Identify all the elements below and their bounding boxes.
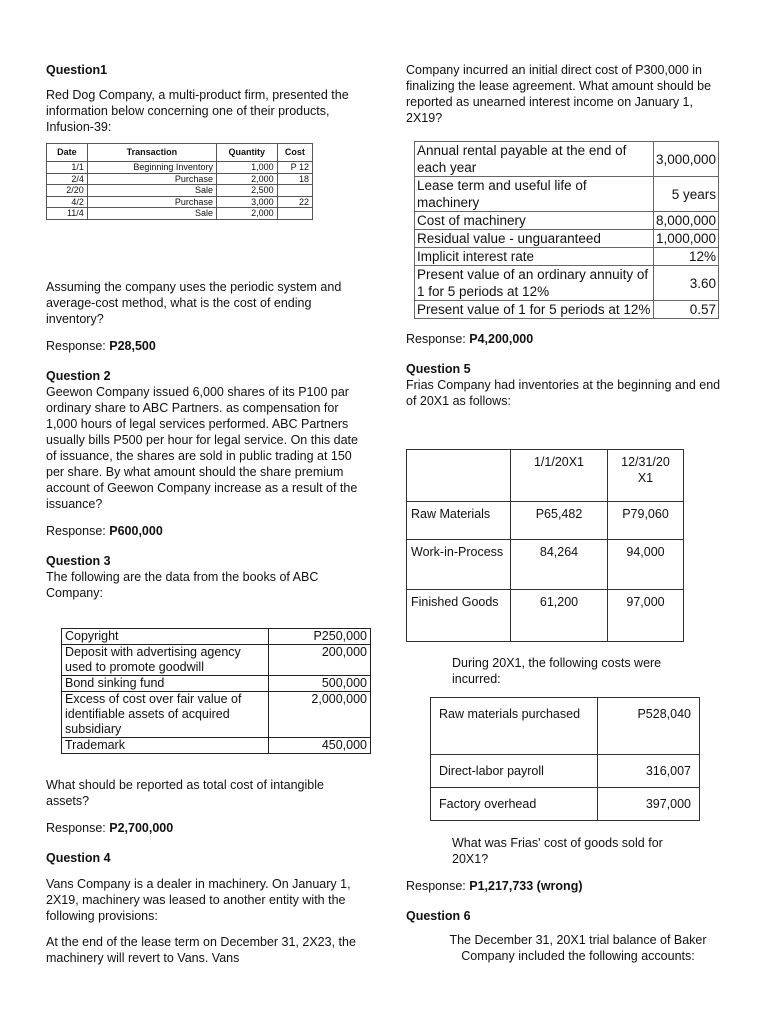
inv-cell: P 12 — [277, 162, 312, 174]
inv-cell: 3,000 — [216, 196, 277, 208]
inv-row — [47, 185, 313, 197]
question-6-text: The December 31, 20X1 trial balance of Baker Company included the following accounts: — [449, 933, 707, 963]
inv-row — [47, 162, 313, 174]
inv-cell — [277, 208, 312, 220]
question-5-question: What was Frias' cost of goods sold for 20X1? — [452, 836, 663, 866]
lease-value: 12% — [653, 248, 718, 266]
lease-value: 3,000,000 — [653, 142, 718, 177]
cost-label: Factory overhead — [431, 788, 598, 821]
frias-label: Work-in-Process — [407, 540, 511, 590]
lease-label: Implicit interest rate — [415, 248, 654, 266]
intang-value: 450,000 — [269, 738, 371, 754]
frias-row — [407, 590, 684, 642]
intang-label: Bond sinking fund — [62, 676, 269, 692]
inv-cell: 2,000 — [216, 173, 277, 185]
inv-cell: 22 — [277, 196, 312, 208]
intang-row — [62, 676, 371, 692]
frias-header-row — [407, 450, 684, 502]
frias-value: 61,200 — [511, 590, 608, 642]
question-4-text: Vans Company is a dealer in machinery. On January 1, 2X19, machinery was leased to another entity with the following provisions: — [46, 877, 351, 923]
question-5-response — [406, 878, 726, 894]
frias-header-begin: 1/1/20X1 — [511, 450, 608, 502]
lease-row — [415, 301, 719, 319]
inv-header-quantity: Quantity — [216, 144, 277, 162]
inv-cell: 2,500 — [216, 185, 277, 197]
inv-cell: 11/4 — [47, 208, 88, 220]
intang-value: 500,000 — [269, 676, 371, 692]
costs-table — [430, 697, 700, 821]
lease-label: Residual value - unguaranteed — [415, 230, 654, 248]
question-1-question: Assuming the company uses the periodic system and average-cost method, what is the cost of ending inventory? — [46, 280, 342, 326]
lease-label: Present value of 1 for 5 periods at 12% — [415, 301, 654, 319]
inv-header-cost: Cost — [277, 144, 312, 162]
question-4-continued: Company incurred an initial direct cost of P300,000 in finalizing the lease agreement. What amount should be reported as unearned interest income on January 1, 2X19? — [406, 63, 712, 125]
frias-header-blank — [407, 450, 511, 502]
response-label: Response: — [406, 332, 466, 346]
lease-row — [415, 230, 719, 248]
cost-row — [431, 755, 700, 788]
frias-value: 94,000 — [608, 540, 684, 590]
question-1-response — [46, 338, 366, 354]
lease-row — [415, 142, 719, 177]
lease-row — [415, 248, 719, 266]
question-4-response — [406, 331, 726, 347]
inv-cell: Purchase — [87, 173, 216, 185]
inv-cell: 2,000 — [216, 208, 277, 220]
lease-value: 8,000,000 — [653, 212, 718, 230]
cost-row — [431, 788, 700, 821]
frias-header-end: 12/31/20 X1 — [608, 450, 684, 502]
question-1-text: Red Dog Company, a multi-product firm, presented the information below concerning one of their products, Infusion-39: — [46, 88, 349, 134]
intang-row — [62, 645, 371, 676]
cost-value: P528,040 — [598, 698, 700, 755]
response-label: Response: — [46, 339, 106, 353]
lease-row — [415, 266, 719, 301]
frias-value: P65,482 — [511, 502, 608, 540]
question-2-response — [46, 523, 366, 539]
question-6-title: Question 6 — [406, 909, 471, 923]
lease-value: 3.60 — [653, 266, 718, 301]
inventory-table — [46, 143, 313, 220]
intang-row — [62, 692, 371, 738]
intang-value: 200,000 — [269, 645, 371, 676]
response-value: P28,500 — [109, 339, 156, 353]
lease-table — [414, 141, 719, 319]
frias-value: 84,264 — [511, 540, 608, 590]
lease-label: Lease term and useful life of machinery — [415, 177, 654, 212]
lease-row — [415, 177, 719, 212]
question-3-text: The following are the data from the books of ABC Company: — [46, 570, 319, 600]
question-2-title: Question 2 — [46, 369, 111, 383]
lease-label: Cost of machinery — [415, 212, 654, 230]
inv-cell: Purchase — [87, 196, 216, 208]
question-5-title: Question 5 — [406, 362, 471, 376]
inv-header-date: Date — [47, 144, 88, 162]
inventories-table — [406, 449, 684, 642]
intang-label: Copyright — [62, 629, 269, 645]
lease-label: Annual rental payable at the end of each year — [415, 142, 654, 177]
lease-row — [415, 212, 719, 230]
cost-label: Raw materials purchased — [431, 698, 598, 755]
frias-label: Finished Goods — [407, 590, 511, 642]
cost-value: 316,007 — [598, 755, 700, 788]
question-4-text-2: At the end of the lease term on December 31, 2X23, the machinery will revert to Vans. Vans — [46, 935, 356, 965]
inv-cell: 2/4 — [47, 173, 88, 185]
lease-value: 1,000,000 — [653, 230, 718, 248]
cost-row — [431, 698, 700, 755]
response-label: Response: — [46, 821, 106, 835]
question-3-response — [46, 820, 366, 836]
intang-label: Excess of cost over fair value of identifiable assets of acquired subsidiary — [62, 692, 269, 738]
inv-cell: Sale — [87, 208, 216, 220]
response-value: P4,200,000 — [469, 332, 534, 346]
frias-row — [407, 502, 684, 540]
inv-cell: 18 — [277, 173, 312, 185]
intang-value: 2,000,000 — [269, 692, 371, 738]
cost-value: 397,000 — [598, 788, 700, 821]
inv-cell: 2/20 — [47, 185, 88, 197]
intang-row — [62, 738, 371, 754]
question-3-title: Question 3 — [46, 554, 111, 568]
intang-label: Trademark — [62, 738, 269, 754]
frias-row — [407, 540, 684, 590]
question-1-title: Question1 — [46, 63, 108, 77]
question-3-question: What should be reported as total cost of intangible assets? — [46, 778, 324, 808]
lease-value: 0.57 — [653, 301, 718, 319]
question-5-text: Frias Company had inventories at the beginning and end of 20X1 as follows: — [406, 378, 721, 408]
response-value: P2,700,000 — [109, 821, 174, 835]
intang-value: P250,000 — [269, 629, 371, 645]
inv-cell — [277, 185, 312, 197]
intang-label: Deposit with advertising agency used to promote goodwill — [62, 645, 269, 676]
lease-label: Present value of an ordinary annuity of 1 for 5 periods at 12% — [415, 266, 654, 301]
inv-row — [47, 208, 313, 220]
inv-header-transaction: Transaction — [87, 144, 216, 162]
question-5-costs-intro: During 20X1, the following costs were incurred: — [452, 656, 662, 686]
lease-value: 5 years — [653, 177, 718, 212]
intangibles-table — [61, 628, 371, 754]
response-value: P1,217,733 (wrong) — [469, 879, 583, 893]
response-label: Response: — [46, 524, 106, 538]
inv-row — [47, 173, 313, 185]
frias-label: Raw Materials — [407, 502, 511, 540]
inv-cell: Beginning Inventory — [87, 162, 216, 174]
response-label: Response: — [406, 879, 466, 893]
inv-cell: 1/1 — [47, 162, 88, 174]
question-2-text: Geewon Company issued 6,000 shares of its P100 par ordinary share to ABC Partners. as compensation for 1,000 hours of legal services performed. ABC Partners usually bills P500 per hour for legal service. On this date of issuance, the shares are sold in public trading at 150 per share. By what amount should the share premium account of Geewon Company increase as a result of the issuance? — [46, 385, 358, 511]
inv-cell: 1,000 — [216, 162, 277, 174]
response-value: P600,000 — [109, 524, 163, 538]
inv-cell: Sale — [87, 185, 216, 197]
frias-value: 97,000 — [608, 590, 684, 642]
inv-row — [47, 196, 313, 208]
cost-label: Direct-labor payroll — [431, 755, 598, 788]
frias-value: P79,060 — [608, 502, 684, 540]
intang-row — [62, 629, 371, 645]
inv-cell: 4/2 — [47, 196, 88, 208]
question-4-title: Question 4 — [46, 851, 111, 865]
